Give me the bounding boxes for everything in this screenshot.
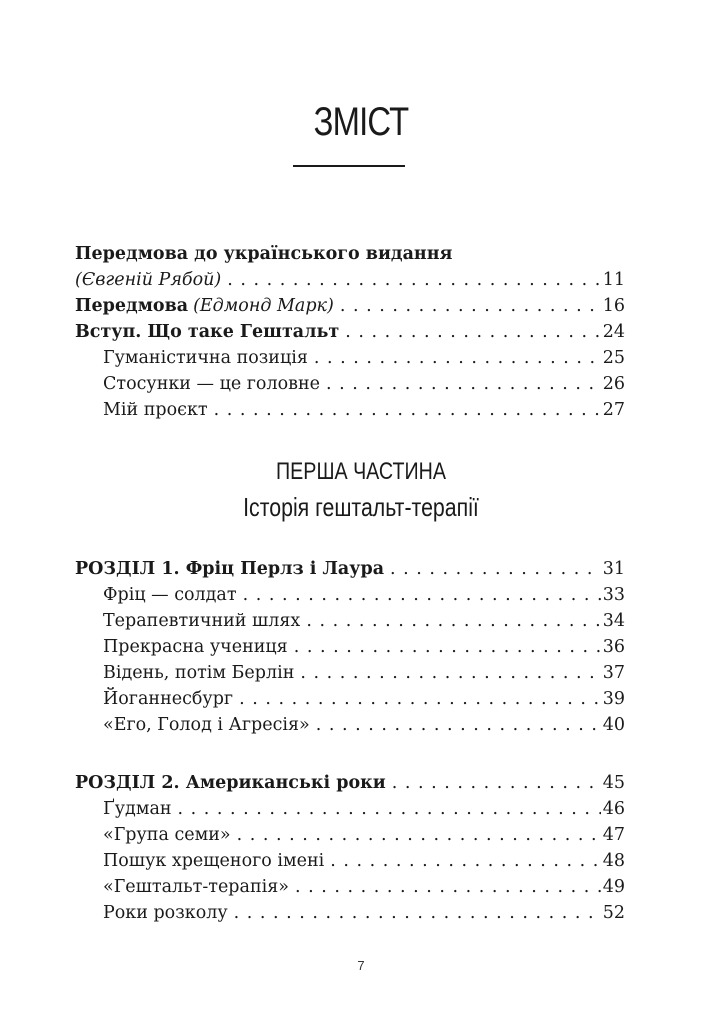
toc-entry-chapter-2[interactable] — [75, 770, 625, 796]
toc-subentry[interactable] — [75, 848, 625, 874]
dot-leader — [300, 660, 600, 686]
toc-chapter-1 — [75, 556, 625, 738]
toc-entry-foreword-ua[interactable] — [75, 267, 625, 293]
entry-page: 11 — [602, 270, 625, 290]
toc-subentry[interactable] — [75, 686, 625, 712]
entry-title: «Гештальт-терапія» — [103, 877, 289, 897]
toc-subentry[interactable] — [75, 712, 625, 738]
entry-title: Гуманістична позиція — [103, 348, 308, 368]
dot-leader — [227, 267, 600, 293]
entry-title: Ґудман — [103, 799, 172, 819]
toc-front-matter — [75, 241, 625, 423]
entry-page: 46 — [602, 799, 625, 819]
entry-page: 47 — [602, 825, 625, 845]
toc-subentry[interactable] — [75, 582, 625, 608]
entry-page: 27 — [602, 400, 625, 420]
entry-page: 16 — [602, 296, 625, 316]
dot-leader — [234, 900, 601, 926]
entry-title: РОЗДІЛ 1. Фріц Перлз і Лаура — [75, 559, 385, 579]
entry-page: 45 — [602, 773, 625, 793]
dot-leader — [239, 686, 601, 712]
entry-title: Терапевтичний шлях — [103, 611, 301, 631]
entry-title: Вступ. Що таке Гештальт — [75, 322, 340, 342]
entry-title: Фріц — солдат — [103, 585, 237, 605]
entry-title: Передмова — [75, 296, 189, 316]
toc-subentry[interactable] — [75, 796, 625, 822]
dot-leader — [390, 556, 601, 582]
toc-entry-intro[interactable] — [75, 319, 625, 345]
toc-subentry[interactable] — [75, 660, 625, 686]
entry-title: Йоганнесбург — [103, 689, 234, 709]
entry-page: 36 — [602, 637, 625, 657]
toc-entry-foreword[interactable] — [75, 293, 625, 319]
toc-subentry[interactable] — [75, 900, 625, 926]
dot-leader — [294, 634, 601, 660]
entry-page: 37 — [602, 663, 625, 683]
toc-chapter-2 — [75, 770, 625, 926]
dot-leader — [345, 319, 601, 345]
entry-page: 31 — [602, 559, 625, 579]
entry-author: (Євгеній Рябой) — [75, 270, 222, 290]
entry-title: Пошук хрещеного імені — [103, 851, 325, 871]
dot-leader — [243, 582, 601, 608]
toc-subentry[interactable] — [75, 822, 625, 848]
dot-leader — [340, 293, 601, 319]
entry-author: (Едмонд Марк) — [193, 296, 334, 316]
entry-page: 34 — [602, 611, 625, 631]
page-title: ЗМІСТ — [313, 100, 409, 144]
entry-title: «Група семи» — [103, 825, 231, 845]
dot-leader — [178, 796, 601, 822]
entry-page: 49 — [602, 877, 625, 897]
page-number: 7 — [357, 958, 365, 973]
entry-title: РОЗДІЛ 2. Американські роки — [75, 773, 386, 793]
entry-title: Передмова до українського видання — [75, 244, 453, 264]
toc-subentry[interactable] — [75, 397, 625, 423]
toc-subentry[interactable] — [75, 345, 625, 371]
dot-leader — [314, 345, 601, 371]
dot-leader — [237, 822, 601, 848]
entry-page: 48 — [602, 851, 625, 871]
entry-title: «Его, Голод і Агресія» — [103, 715, 310, 735]
title-divider — [293, 165, 405, 167]
dot-leader — [316, 712, 601, 738]
entry-page: 52 — [602, 903, 625, 923]
toc-subentry[interactable] — [75, 874, 625, 900]
toc-entry-foreword-ua-title[interactable] — [75, 241, 625, 267]
dot-leader — [306, 608, 600, 634]
entry-title: Роки розколу — [103, 903, 228, 923]
dot-leader — [392, 770, 601, 796]
dot-leader — [214, 397, 601, 423]
toc-entry-chapter-1[interactable] — [75, 556, 625, 582]
entry-title: Відень, потім Берлін — [103, 663, 295, 683]
entry-title: Прекрасна учениця — [103, 637, 288, 657]
dot-leader — [326, 371, 601, 397]
entry-page: 33 — [602, 585, 625, 605]
entry-page: 40 — [602, 715, 625, 735]
part-subtitle: Історія гештальт-терапії — [243, 492, 479, 522]
entry-page: 39 — [602, 689, 625, 709]
entry-title: Мій проєкт — [103, 400, 208, 420]
dot-leader — [295, 874, 601, 900]
toc-subentry[interactable] — [75, 371, 625, 397]
entry-page: 26 — [602, 374, 625, 394]
entry-page: 24 — [602, 322, 625, 342]
entry-page: 25 — [602, 348, 625, 368]
toc-subentry[interactable] — [75, 634, 625, 660]
dot-leader — [330, 848, 601, 874]
part-heading: ПЕРША ЧАСТИНА — [276, 458, 446, 485]
entry-title: Стосунки — це головне — [103, 374, 320, 394]
toc-subentry[interactable] — [75, 608, 625, 634]
